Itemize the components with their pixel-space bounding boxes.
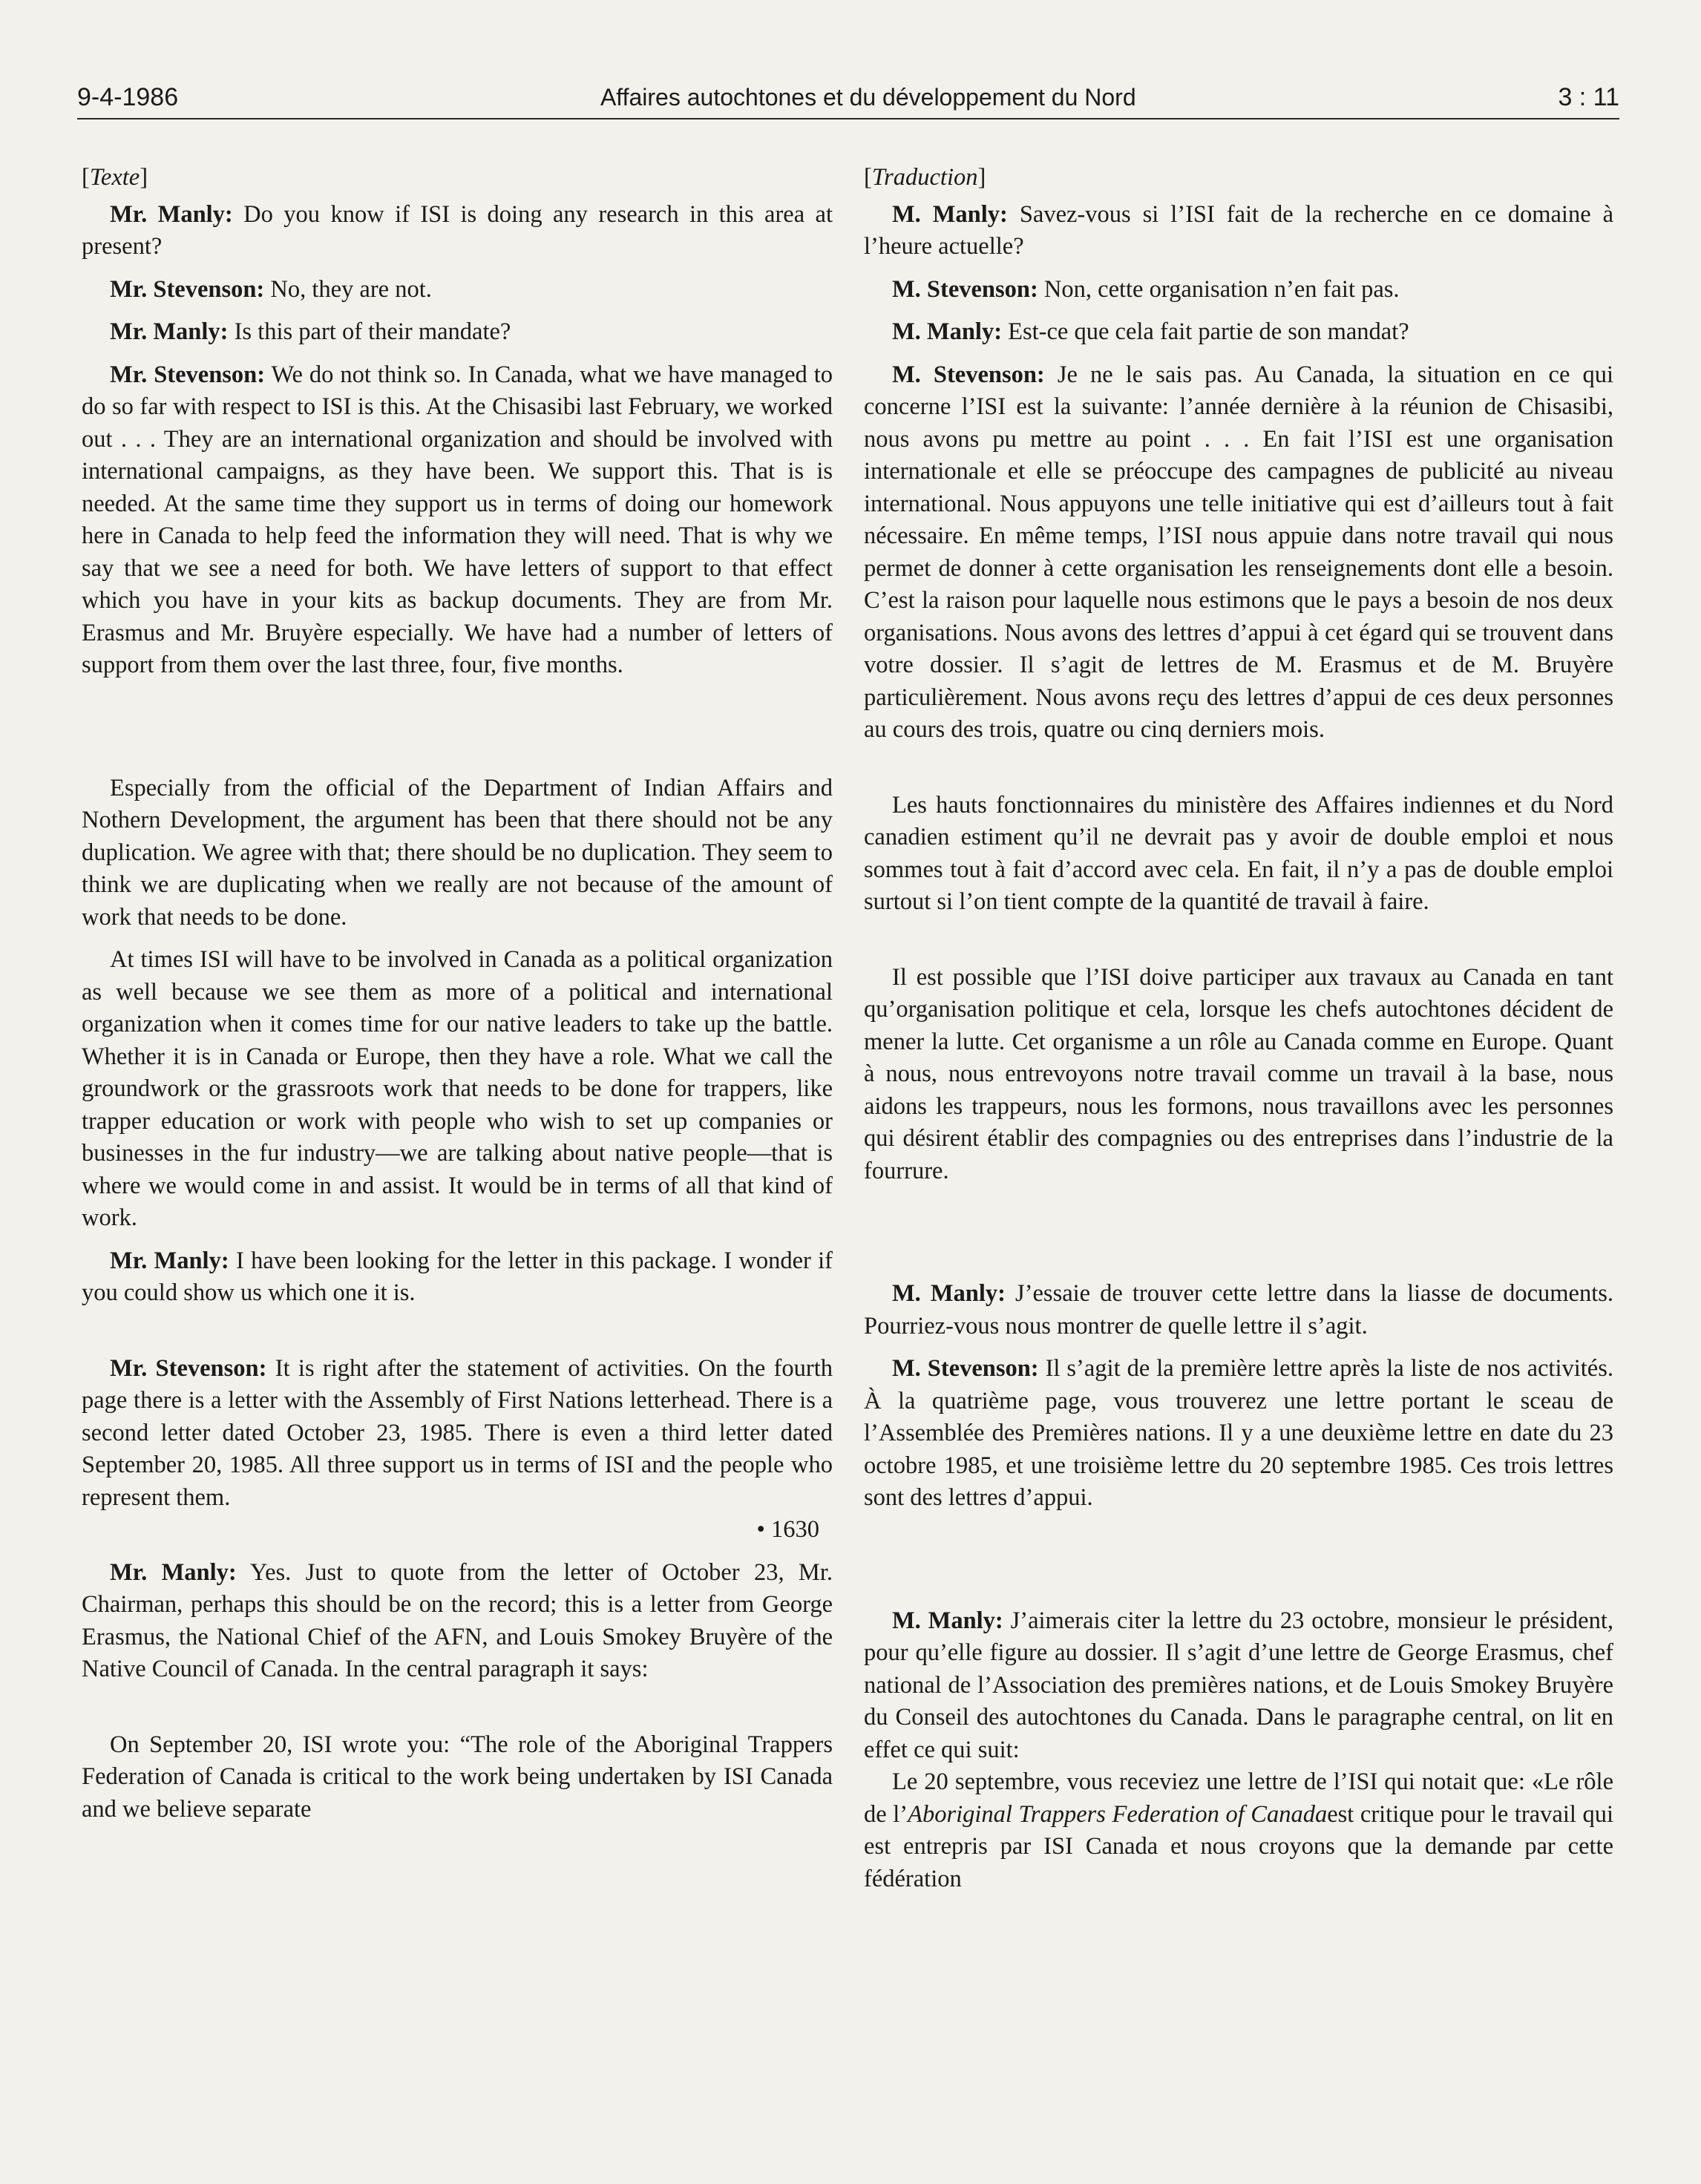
paragraph: M. Stevenson: Je ne le sais pas. Au Canada, la situation en ce qui concerne l’ISI est la suivante: l’année dernière à la réunion de Chisasibi, nous avons pu mettre au point . . . En fait l’ISI est une organisation internationale et elle se préoccupe des campagnes de publicité au niveau international. Nous appuyons une telle initiative qui est d’ailleurs tout à fait nécessaire. En même temps, l’ISI nous appuie dans notre travail qui nous permet de donner à cette organisation les renseignements dont elle a besoin. C’est la raison pour laquelle nous estimons que le pays a besoin de nos deux organisations. Nous avons des lettres d’appui à cet égard qui se trouvent dans votre dossier. Il s’agit de lettres de M. Erasmus et de M. Bruyère particulièrement. Nous avons reçu des lettres d’appui de ces deux personnes au cours des trois, quatre ou cinq derniers mois. — [864, 361, 1613, 743]
quoted-paragraph: Le 20 septembre, vous receviez une lettre de l’ISI qui notait que: «Le rôle de l’Aboriginal Trappers Federation of Canadaest critique pour le travail qui est entrepris par ISI Canada et nous croyons que la demande par cette fédération — [864, 1768, 1614, 1892]
speaker-name: Mr. Manly: — [110, 1247, 229, 1274]
speaker-name: M. Manly: — [892, 1607, 1003, 1634]
section-label: [Texte] — [82, 164, 148, 191]
paragraph: At times ISI will have to be involved in Canada as a political organization as well because we see them as more of a political and international organization when it comes time for our native leaders to take up the battle. Whether it is in Canada or Europe, then they have a role. What we call the groundwork or the grassroots work that needs to be done for trappers, like trapper education or work with people who wish to set up companies or businesses in the fur industry—we are talking about native people—that is where we would come in and assist. It would be in terms of all that kind of work. — [82, 946, 833, 1231]
speaker-name: M. Stevenson: — [892, 1355, 1039, 1382]
speaker-name: Mr. Manly: — [110, 318, 229, 345]
header-title: Affaires autochtones et du développement du Nord — [600, 84, 1136, 111]
header-date: 9-4-1986 — [77, 83, 179, 111]
speaker-name: Mr. Stevenson: — [110, 361, 266, 388]
paragraph: Especially from the official of the Department of Indian Affairs and Nothern Development, the argument has been that there should not be any duplication. We agree with that; there should be no duplication. They seem to think we are duplicating when we really are not because of the amount of work that needs to be done. — [82, 774, 833, 931]
paragraph: Mr. Manly: Do you know if ISI is doing any research in this area at present? — [82, 200, 833, 260]
speaker-name: Mr. Manly: — [110, 200, 233, 228]
paragraph: Mr. Manly: Is this part of their mandate? — [110, 318, 511, 345]
quoted-paragraph: On September 20, ISI wrote you: “The role of the Aboriginal Trappers Federation of Canada is critical to the work being undertaken by ISI Canada and we believe separate — [82, 1731, 833, 1823]
speaker-name: M. Manly: — [892, 1280, 1006, 1307]
speaker-name: Mr. Manly: — [110, 1558, 237, 1586]
paragraph: M. Manly: J’essaie de trouver cette lettre dans la liasse de documents. Pourriez-vous nous montrer de quelle lettre il s’agit. — [864, 1280, 1614, 1339]
paragraph: Mr. Stevenson: No, they are not. — [110, 275, 432, 303]
english-column — [82, 162, 833, 1826]
time-marker: • 1630 — [756, 1516, 819, 1543]
paragraph: Mr. Stevenson: We do not think so. In Canada, what we have managed to do so far with respect to ISI is this. At the Chisasibi last February, we worked out . . . They are an international organization and should be involved with international campaigns, as they have been. We support this. That is is needed. At the same time they support us in terms of doing our homework here in Canada to help feed the information they will need. That is why we say that we see a need for both. We have letters of support to that effect which you have in your kits as backup documents. They are from Mr. Erasmus and Mr. Bruyère especially. We have had a number of letters of support from them over the last three, four, five months. — [82, 361, 833, 678]
paragraph: M. Manly: J’aimerais citer la lettre du 23 octobre, monsieur le président, pour qu’elle figure au dossier. Il s’agit d’une lettre de George Erasmus, chef national de l’Association des premières nations, et de Louis Smokey Bruyère du Conseil des autochtones du Canada. Dans le paragraphe central, on lit en effet ce qui suit: — [864, 1607, 1614, 1763]
paragraph: Les hauts fonctionnaires du ministère des Affaires indiennes et du Nord canadien estiment qu’il ne devrait pas y avoir de double emploi et nous sommes tout à fait d’accord avec cela. En fait, il n’y a pas de double emploi surtout si l’on tient compte de la quantité de travail à faire. — [864, 791, 1613, 915]
paragraph: M. Stevenson: Non, cette organisation n’en fait pas. — [892, 275, 1400, 303]
section-label: [Traduction] — [864, 164, 986, 191]
speaker-name: M. Stevenson: — [892, 275, 1038, 303]
french-column — [864, 162, 1613, 1895]
speaker-name: Mr. Stevenson: — [110, 1354, 267, 1382]
paragraph: M. Manly: Savez-vous si l’ISI fait de la recherche en ce domaine à l’heure actuelle? — [864, 200, 1613, 260]
paragraph: Mr. Stevenson: It is right after the statement of activities. On the fourth page there is a letter with the Assembly of First Nations letterhead. There is a second letter dated October 23, 1985. There is even a third letter dated September 20, 1985. All three support us in terms of ISI and the people who represent them. — [82, 1354, 833, 1511]
speaker-name: Mr. Stevenson: — [110, 275, 265, 303]
page-header — [77, 83, 1619, 119]
paragraph: M. Stevenson: Il s’agit de la première lettre après la liste de nos activités. À la quatrième page, vous trouverez une lettre portant le sceau de l’Assemblée des Premières nations. Il y a une deuxième lettre en date du 23 octobre 1985, et une troisième lettre du 20 septembre 1985. Ces trois lettres sont des lettres d’appui. — [864, 1355, 1614, 1511]
paragraph: Il est possible que l’ISI doive participer aux travaux au Canada en tant qu’organisation politique et cela, lorsque les chefs autochtones décident de mener la lutte. Cet organisme a un rôle au Canada comme en Europe. Quant à nous, nous entrevoyons notre travail comme un travail à la base, nous aidons les trappeurs, nous les formons, nous travaillons avec les personnes qui désirent établir des compagnies ou des entreprises dans l’industrie de la fourrure. — [864, 963, 1613, 1184]
speaker-name: M. Stevenson: — [892, 361, 1045, 388]
speaker-name: M. Manly: — [892, 200, 1008, 228]
header-page-number: 3 : 11 — [1558, 83, 1619, 111]
paragraph: M. Manly: Est-ce que cela fait partie de son mandat? — [892, 318, 1409, 345]
paragraph: Mr. Manly: I have been looking for the letter in this package. I wonder if you could show us which one it is. — [82, 1247, 833, 1306]
speaker-name: M. Manly: — [892, 318, 1003, 345]
paragraph: Mr. Manly: Yes. Just to quote from the letter of October 23, Mr. Chairman, perhaps this should be on the record; this is a letter from George Erasmus, the National Chief of the AFN, and Louis Smokey Bruyère of the Native Council of Canada. In the central paragraph it says: — [82, 1558, 833, 1682]
